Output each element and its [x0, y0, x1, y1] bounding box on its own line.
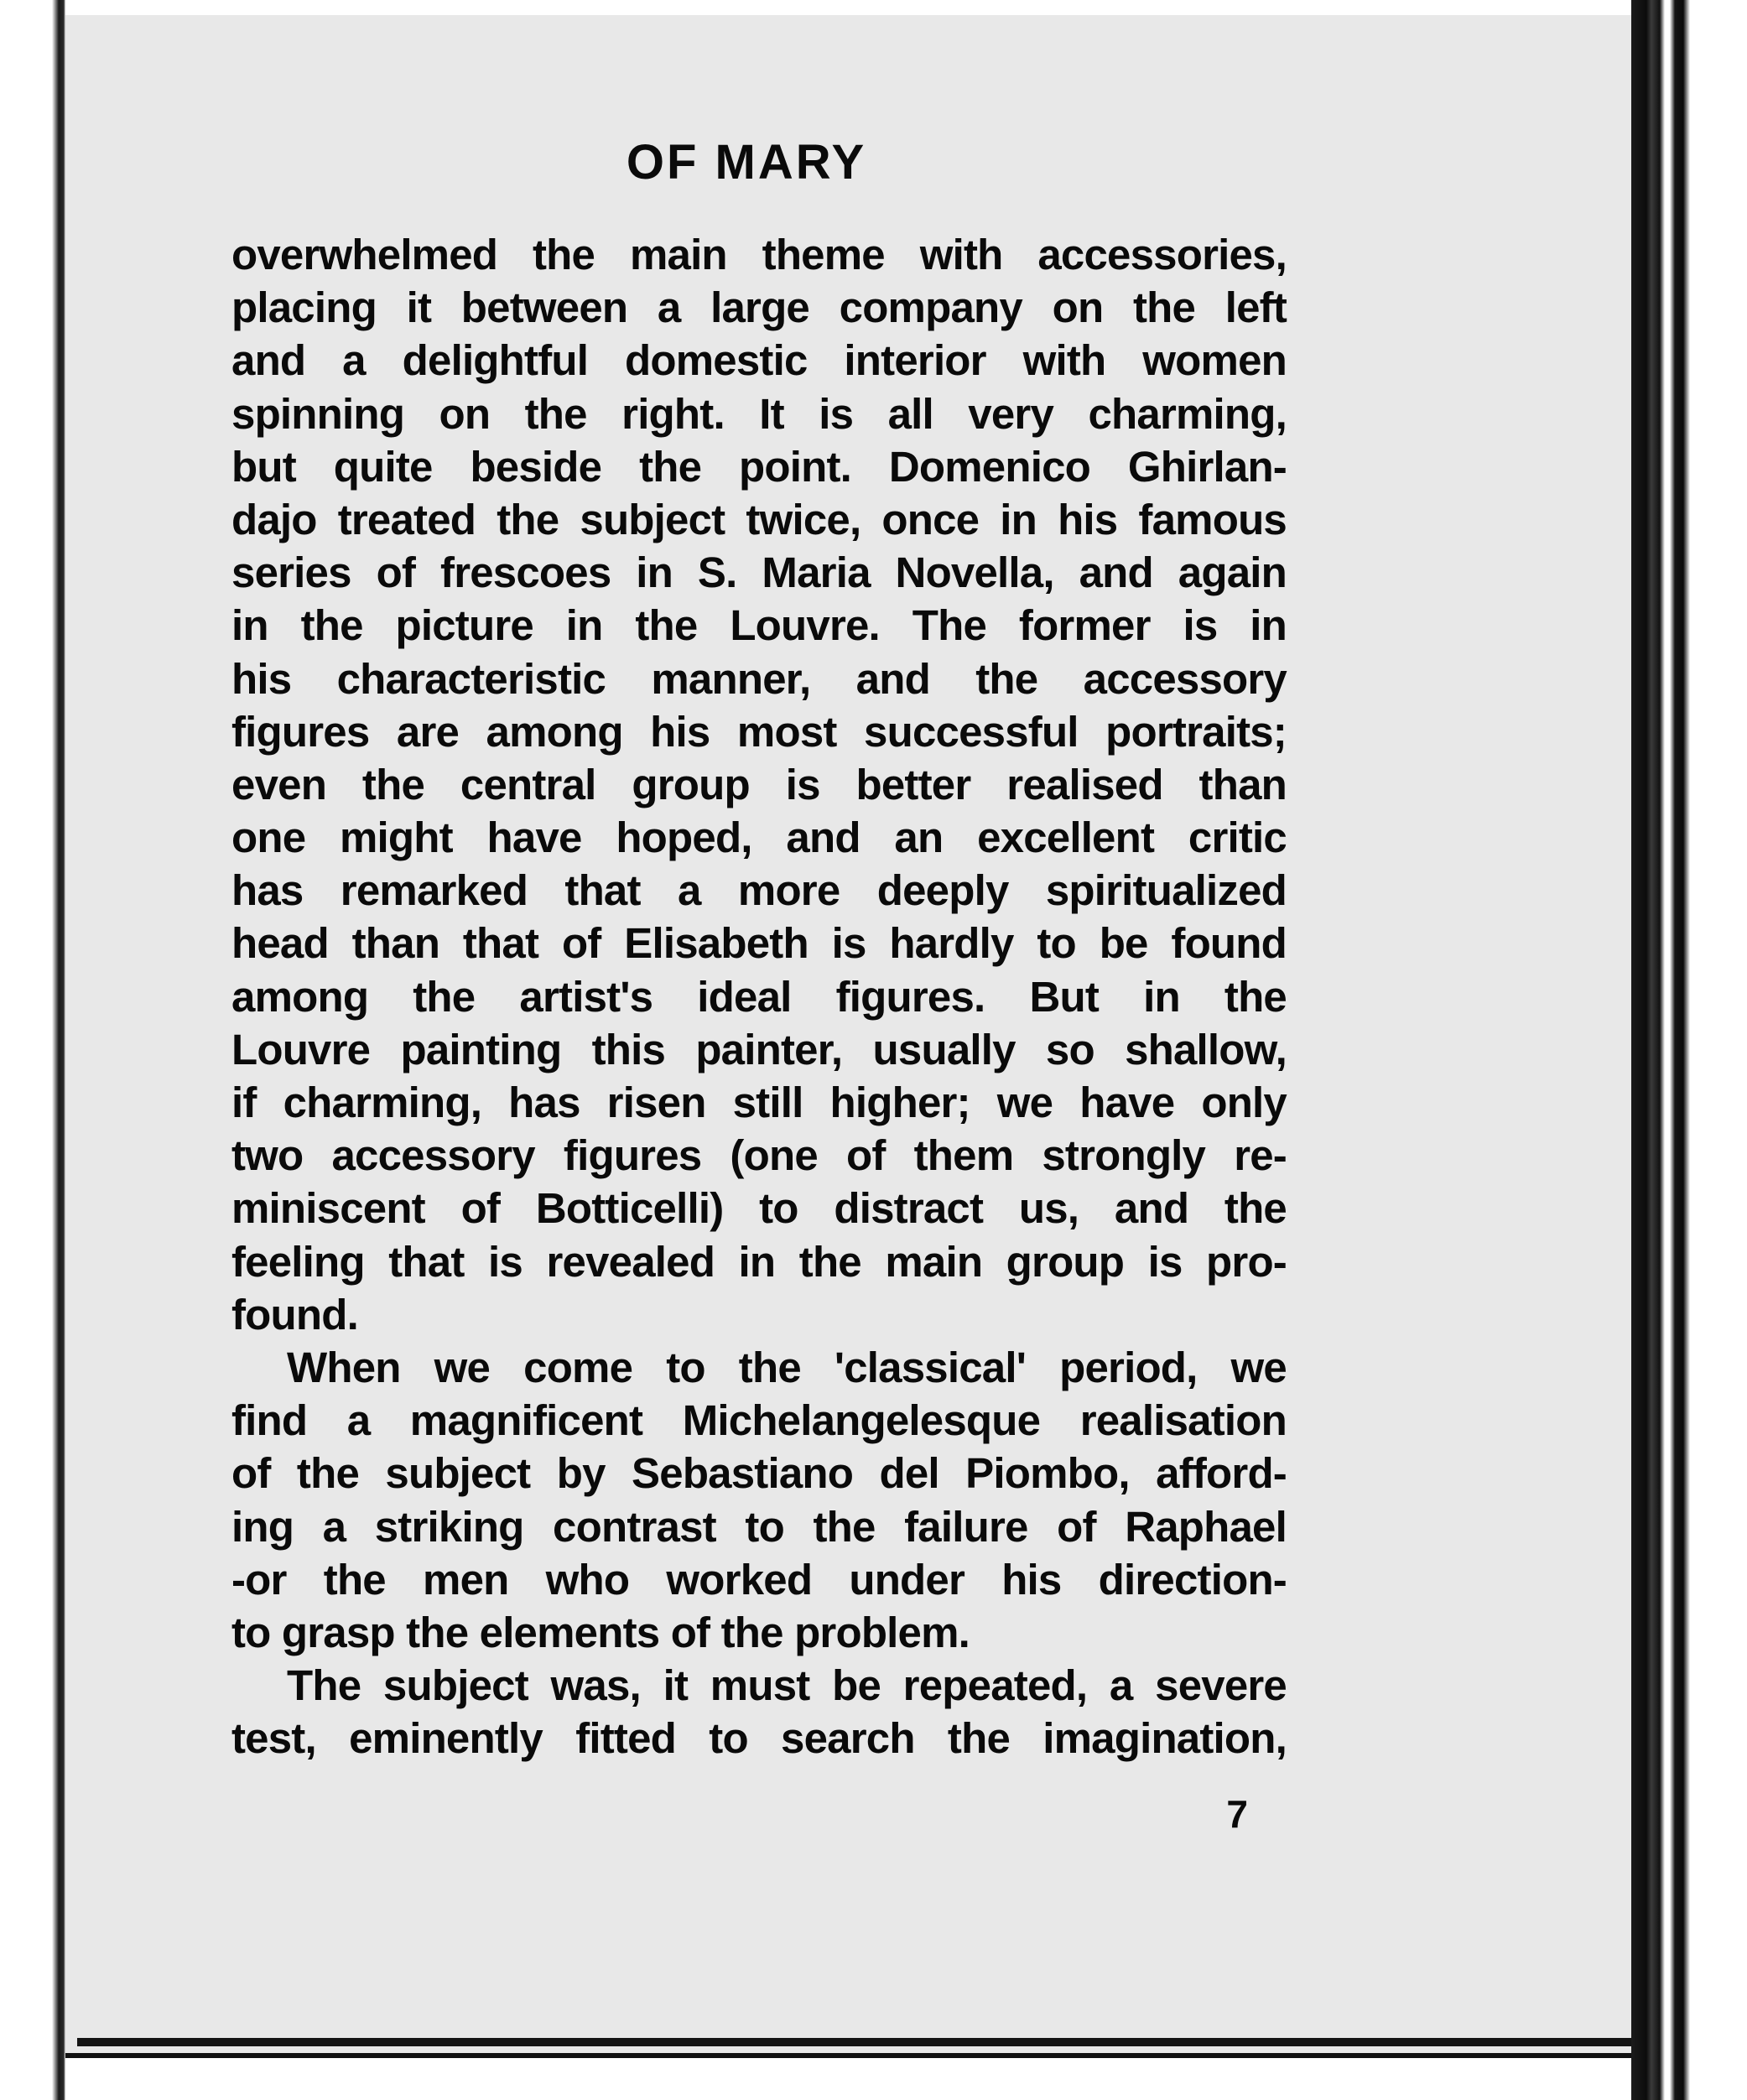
text-line: Louvre painting this painter, usually so shallow, — [231, 1025, 1287, 1073]
text-line: even the central group is better realised than — [231, 760, 1287, 808]
text-line: overwhelmed the main theme with accessories, — [231, 231, 1287, 278]
text-line: of the subject by Sebastiano del Piombo, afford- — [231, 1449, 1287, 1498]
binding-gutter — [0, 0, 65, 2100]
text-line: find a magnificent Michelangelesque realisation — [231, 1396, 1287, 1445]
text-line: his characteristic manner, and the accessory — [231, 654, 1287, 703]
text-line: has remarked that a more deeply spiritualized — [231, 866, 1287, 915]
text-line: When we come to the 'classical' period, we — [287, 1343, 1287, 1391]
text-line: found. — [231, 1290, 358, 1338]
text-line: placing it between a large company on the left — [231, 283, 1287, 332]
text-line: dajo treated the subject twice, once in his famous — [231, 495, 1287, 543]
text-line: -or the men who worked under his direction- — [231, 1555, 1287, 1604]
text-line: two accessory figures (one of them strongly re- — [231, 1131, 1287, 1180]
page-bottom-edge — [77, 2038, 1671, 2046]
text-line: test, eminently fitted to search the imagination, — [231, 1714, 1287, 1763]
text-line: spinning on the right. It is all very charming, — [231, 389, 1287, 438]
text-line: miniscent of Botticelli) to distract us, and the — [231, 1184, 1287, 1233]
text-line: and a delightful domestic interior with women — [231, 336, 1287, 385]
text-line: to grasp the elements of the problem. — [231, 1608, 970, 1656]
text-line: head than that of Elisabeth is hardly to be found — [231, 919, 1287, 968]
text-line: one might have hoped, and an excellent critic — [231, 813, 1287, 862]
text-line: in the picture in the Louvre. The former is in — [231, 601, 1287, 650]
text-line: The subject was, it must be repeated, a severe — [287, 1661, 1287, 1710]
running-head: OF MARY — [626, 135, 867, 190]
text-line: figures are among his most successful portraits; — [231, 707, 1287, 756]
text-line: ing a striking contrast to the failure of Raphael — [231, 1502, 1287, 1551]
text-line: among the artist's ideal figures. But in the — [231, 972, 1287, 1021]
book-fore-edge — [1631, 0, 1747, 2100]
page-number: 7 — [1226, 1792, 1248, 1836]
text-line: series of frescoes in S. Maria Novella, and again — [231, 548, 1287, 597]
body-text — [231, 228, 1287, 1765]
text-line: but quite beside the point. Domenico Ghirlan- — [231, 442, 1287, 491]
text-line: if charming, has risen still higher; we have only — [231, 1079, 1287, 1126]
text-line: feeling that is revealed in the main group is pro- — [231, 1237, 1287, 1286]
